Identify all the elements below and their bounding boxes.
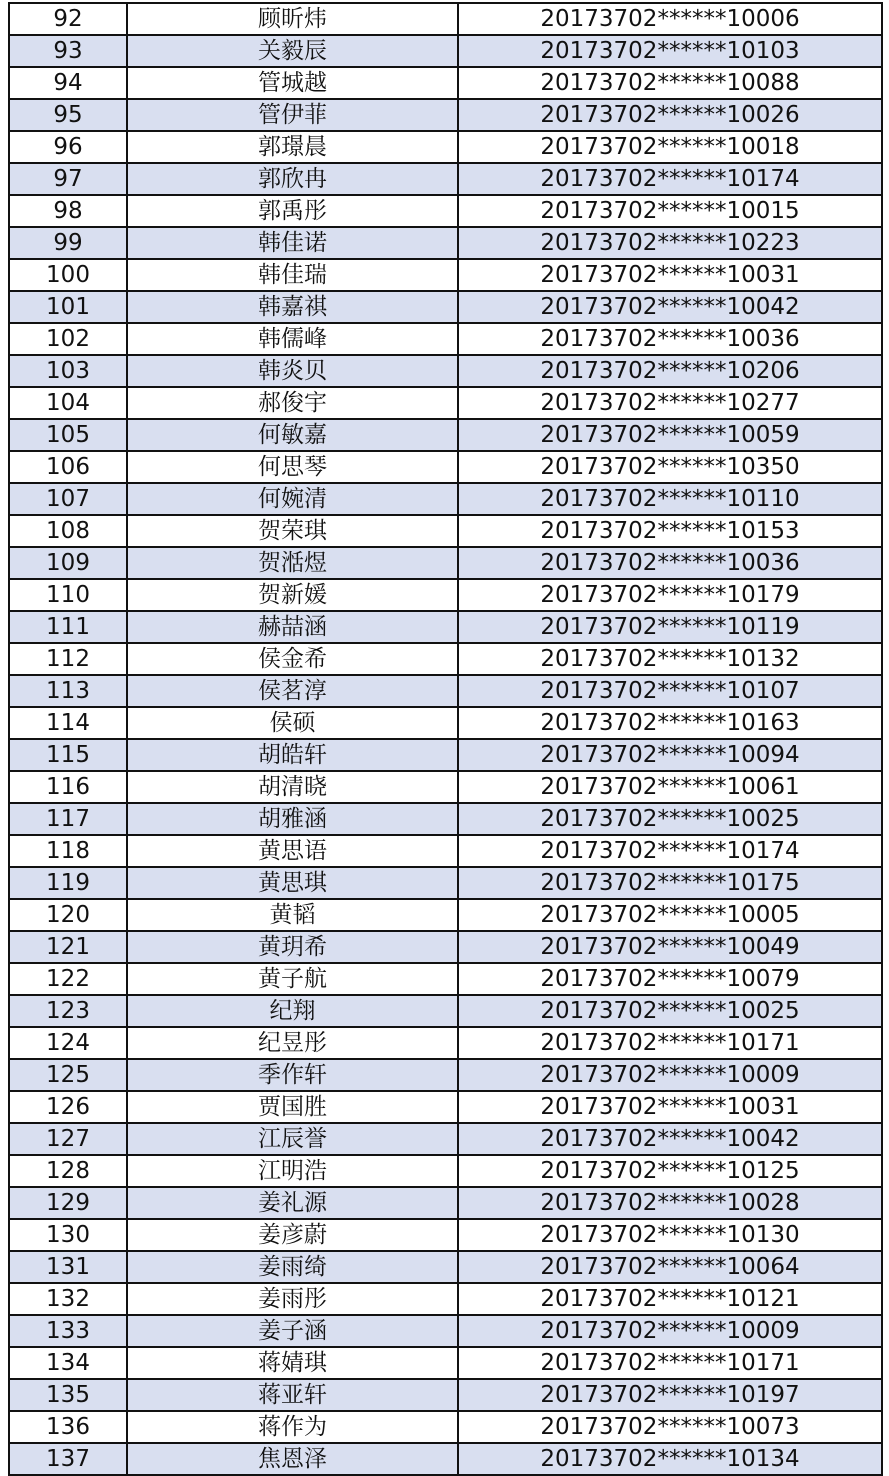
row-number-cell: 116 [9, 771, 127, 803]
table-row [9, 1059, 882, 1091]
table-row [9, 963, 882, 995]
student-name-cell: 黄玥希 [127, 931, 458, 963]
student-id-cell: 20173702******10042 [458, 1123, 882, 1155]
student-id-cell: 20173702******10006 [458, 3, 882, 35]
student-id-cell: 20173702******10171 [458, 1027, 882, 1059]
table-row [9, 67, 882, 99]
row-number-cell: 120 [9, 899, 127, 931]
row-number-cell: 102 [9, 323, 127, 355]
row-number-cell: 135 [9, 1379, 127, 1411]
student-name-cell: 郭禹彤 [127, 195, 458, 227]
table-row [9, 99, 882, 131]
student-id-cell: 20173702******10088 [458, 67, 882, 99]
table-row [9, 1091, 882, 1123]
table-row [9, 1411, 882, 1443]
table-row [9, 35, 882, 67]
student-name-cell: 管城越 [127, 67, 458, 99]
table-row [9, 387, 882, 419]
table-row [9, 3, 882, 35]
student-id-cell: 20173702******10134 [458, 1443, 882, 1475]
student-name-cell: 姜子涵 [127, 1315, 458, 1347]
row-number-cell: 92 [9, 3, 127, 35]
row-number-cell: 97 [9, 163, 127, 195]
student-id-cell: 20173702******10015 [458, 195, 882, 227]
row-number-cell: 124 [9, 1027, 127, 1059]
student-id-cell: 20173702******10061 [458, 771, 882, 803]
student-id-cell: 20173702******10163 [458, 707, 882, 739]
student-id-cell: 20173702******10009 [458, 1059, 882, 1091]
table-row [9, 355, 882, 387]
student-id-cell: 20173702******10031 [458, 1091, 882, 1123]
student-name-cell: 江辰誉 [127, 1123, 458, 1155]
student-name-cell: 蒋婧琪 [127, 1347, 458, 1379]
student-id-cell: 20173702******10132 [458, 643, 882, 675]
student-id-cell: 20173702******10153 [458, 515, 882, 547]
table-row [9, 1251, 882, 1283]
row-number-cell: 107 [9, 483, 127, 515]
row-number-cell: 128 [9, 1155, 127, 1187]
table-row [9, 163, 882, 195]
student-name-cell: 贾国胜 [127, 1091, 458, 1123]
student-name-cell: 管伊菲 [127, 99, 458, 131]
table-row [9, 1219, 882, 1251]
student-id-cell: 20173702******10036 [458, 547, 882, 579]
row-number-cell: 109 [9, 547, 127, 579]
table-row [9, 1187, 882, 1219]
table-row [9, 611, 882, 643]
student-id-cell: 20173702******10277 [458, 387, 882, 419]
table-row [9, 643, 882, 675]
student-name-cell: 胡雅涵 [127, 803, 458, 835]
table-row [9, 771, 882, 803]
row-number-cell: 99 [9, 227, 127, 259]
roster-table [8, 2, 883, 1476]
row-number-cell: 137 [9, 1443, 127, 1475]
row-number-cell: 123 [9, 995, 127, 1027]
student-name-cell: 黄思琪 [127, 867, 458, 899]
table-row [9, 899, 882, 931]
row-number-cell: 108 [9, 515, 127, 547]
student-name-cell: 贺新媛 [127, 579, 458, 611]
table-row [9, 483, 882, 515]
student-id-cell: 20173702******10174 [458, 163, 882, 195]
row-number-cell: 136 [9, 1411, 127, 1443]
student-name-cell: 韩嘉祺 [127, 291, 458, 323]
student-id-cell: 20173702******10103 [458, 35, 882, 67]
row-number-cell: 129 [9, 1187, 127, 1219]
student-id-cell: 20173702******10031 [458, 259, 882, 291]
table-row [9, 227, 882, 259]
row-number-cell: 134 [9, 1347, 127, 1379]
table-row [9, 323, 882, 355]
row-number-cell: 117 [9, 803, 127, 835]
row-number-cell: 110 [9, 579, 127, 611]
student-id-cell: 20173702******10049 [458, 931, 882, 963]
student-name-cell: 江明浩 [127, 1155, 458, 1187]
row-number-cell: 121 [9, 931, 127, 963]
student-id-cell: 20173702******10028 [458, 1187, 882, 1219]
student-id-cell: 20173702******10130 [458, 1219, 882, 1251]
row-number-cell: 130 [9, 1219, 127, 1251]
table-row [9, 867, 882, 899]
table-row [9, 739, 882, 771]
student-id-cell: 20173702******10171 [458, 1347, 882, 1379]
student-name-cell: 贺湉煜 [127, 547, 458, 579]
table-row [9, 195, 882, 227]
student-id-cell: 20173702******10125 [458, 1155, 882, 1187]
table-row [9, 291, 882, 323]
student-name-cell: 韩儒峰 [127, 323, 458, 355]
row-number-cell: 114 [9, 707, 127, 739]
table-row [9, 1155, 882, 1187]
student-id-cell: 20173702******10009 [458, 1315, 882, 1347]
student-id-cell: 20173702******10119 [458, 611, 882, 643]
student-id-cell: 20173702******10064 [458, 1251, 882, 1283]
table-row [9, 995, 882, 1027]
student-id-cell: 20173702******10174 [458, 835, 882, 867]
student-name-cell: 黄韬 [127, 899, 458, 931]
row-number-cell: 127 [9, 1123, 127, 1155]
row-number-cell: 133 [9, 1315, 127, 1347]
student-id-cell: 20173702******10094 [458, 739, 882, 771]
table-row [9, 1347, 882, 1379]
student-id-cell: 20173702******10206 [458, 355, 882, 387]
row-number-cell: 104 [9, 387, 127, 419]
row-number-cell: 122 [9, 963, 127, 995]
table-row [9, 515, 882, 547]
student-name-cell: 纪翔 [127, 995, 458, 1027]
row-number-cell: 98 [9, 195, 127, 227]
student-id-cell: 20173702******10059 [458, 419, 882, 451]
row-number-cell: 106 [9, 451, 127, 483]
table-row [9, 1443, 882, 1475]
student-name-cell: 姜雨绮 [127, 1251, 458, 1283]
student-name-cell: 侯金希 [127, 643, 458, 675]
row-number-cell: 115 [9, 739, 127, 771]
student-name-cell: 蒋亚轩 [127, 1379, 458, 1411]
table-row [9, 1027, 882, 1059]
student-name-cell: 贺荣琪 [127, 515, 458, 547]
row-number-cell: 111 [9, 611, 127, 643]
row-number-cell: 125 [9, 1059, 127, 1091]
table-row [9, 707, 882, 739]
student-name-cell: 何敏嘉 [127, 419, 458, 451]
row-number-cell: 112 [9, 643, 127, 675]
student-name-cell: 姜礼源 [127, 1187, 458, 1219]
roster-table-body [9, 3, 882, 1475]
table-row [9, 547, 882, 579]
student-name-cell: 侯茗淳 [127, 675, 458, 707]
table-row [9, 675, 882, 707]
student-name-cell: 姜彦蔚 [127, 1219, 458, 1251]
student-name-cell: 纪昱彤 [127, 1027, 458, 1059]
row-number-cell: 95 [9, 99, 127, 131]
table-row [9, 1315, 882, 1347]
table-row [9, 1123, 882, 1155]
row-number-cell: 96 [9, 131, 127, 163]
student-id-cell: 20173702******10175 [458, 867, 882, 899]
student-name-cell: 郝俊宇 [127, 387, 458, 419]
student-id-cell: 20173702******10121 [458, 1283, 882, 1315]
student-name-cell: 韩佳瑞 [127, 259, 458, 291]
table-row [9, 1379, 882, 1411]
student-name-cell: 姜雨彤 [127, 1283, 458, 1315]
student-name-cell: 郭璟晨 [127, 131, 458, 163]
student-name-cell: 胡皓轩 [127, 739, 458, 771]
student-id-cell: 20173702******10223 [458, 227, 882, 259]
student-id-cell: 20173702******10025 [458, 995, 882, 1027]
student-id-cell: 20173702******10197 [458, 1379, 882, 1411]
table-row [9, 131, 882, 163]
student-id-cell: 20173702******10025 [458, 803, 882, 835]
student-id-cell: 20173702******10110 [458, 483, 882, 515]
student-name-cell: 何婉清 [127, 483, 458, 515]
student-id-cell: 20173702******10005 [458, 899, 882, 931]
row-number-cell: 105 [9, 419, 127, 451]
student-name-cell: 赫喆涵 [127, 611, 458, 643]
student-id-cell: 20173702******10026 [458, 99, 882, 131]
student-name-cell: 季作轩 [127, 1059, 458, 1091]
student-id-cell: 20173702******10179 [458, 579, 882, 611]
table-row [9, 579, 882, 611]
table-row [9, 1283, 882, 1315]
row-number-cell: 103 [9, 355, 127, 387]
table-row [9, 835, 882, 867]
row-number-cell: 131 [9, 1251, 127, 1283]
table-row [9, 259, 882, 291]
student-id-cell: 20173702******10018 [458, 131, 882, 163]
row-number-cell: 132 [9, 1283, 127, 1315]
student-id-cell: 20173702******10079 [458, 963, 882, 995]
student-name-cell: 郭欣冉 [127, 163, 458, 195]
table-row [9, 451, 882, 483]
student-name-cell: 何思琴 [127, 451, 458, 483]
row-number-cell: 118 [9, 835, 127, 867]
row-number-cell: 94 [9, 67, 127, 99]
row-number-cell: 126 [9, 1091, 127, 1123]
student-name-cell: 焦恩泽 [127, 1443, 458, 1475]
student-name-cell: 韩炎贝 [127, 355, 458, 387]
table-row [9, 803, 882, 835]
student-id-cell: 20173702******10042 [458, 291, 882, 323]
student-name-cell: 黄思语 [127, 835, 458, 867]
row-number-cell: 101 [9, 291, 127, 323]
student-name-cell: 韩佳诺 [127, 227, 458, 259]
student-id-cell: 20173702******10350 [458, 451, 882, 483]
student-name-cell: 顾昕炜 [127, 3, 458, 35]
table-row [9, 419, 882, 451]
row-number-cell: 113 [9, 675, 127, 707]
student-name-cell: 侯硕 [127, 707, 458, 739]
row-number-cell: 93 [9, 35, 127, 67]
student-id-cell: 20173702******10036 [458, 323, 882, 355]
student-id-cell: 20173702******10073 [458, 1411, 882, 1443]
row-number-cell: 119 [9, 867, 127, 899]
table-row [9, 931, 882, 963]
student-name-cell: 关毅辰 [127, 35, 458, 67]
student-id-cell: 20173702******10107 [458, 675, 882, 707]
student-name-cell: 黄子航 [127, 963, 458, 995]
row-number-cell: 100 [9, 259, 127, 291]
student-name-cell: 胡清晓 [127, 771, 458, 803]
student-name-cell: 蒋作为 [127, 1411, 458, 1443]
